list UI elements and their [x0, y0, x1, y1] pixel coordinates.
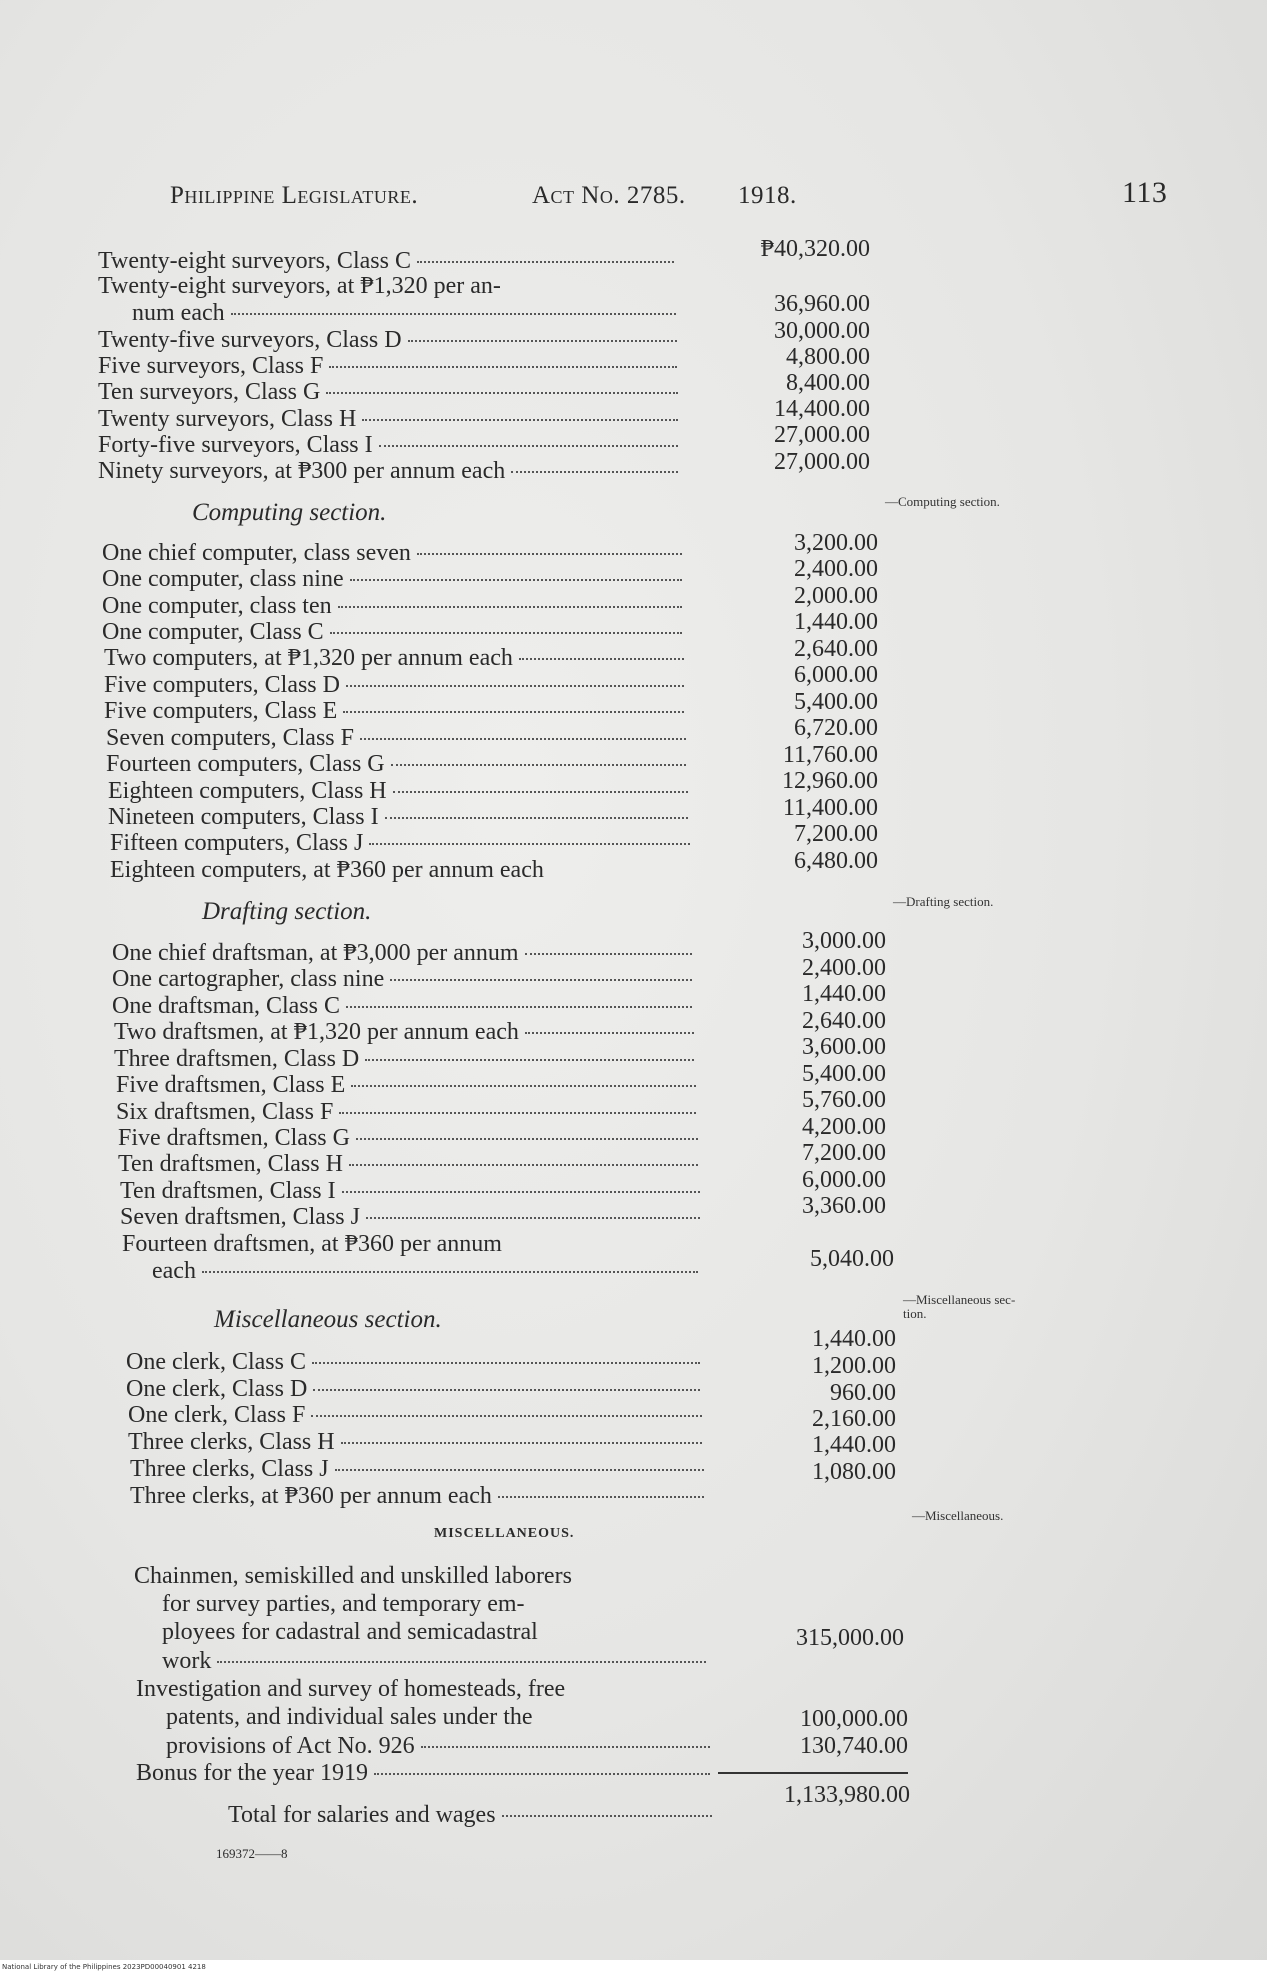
margin-note: —Miscellaneous. — [912, 1508, 1004, 1523]
amount: 3,000.00 — [802, 928, 886, 954]
list-item: Eighteen computers, at ₱360 per annum each — [110, 857, 544, 883]
list-item: Five surveyors, Class F — [98, 353, 683, 381]
amount: 2,400.00 — [802, 955, 886, 981]
list-item: Fourteen computers, Class G — [106, 751, 692, 779]
amount: 27,000.00 — [774, 449, 870, 475]
amount: 11,400.00 — [782, 795, 878, 821]
amount: 36,960.00 — [774, 291, 870, 317]
amount: 2,640.00 — [794, 636, 878, 662]
list-item: One clerk, Class F — [128, 1402, 708, 1430]
running-head-act: Act No. 2785. — [532, 182, 686, 209]
list-item: Seven computers, Class F — [106, 725, 692, 753]
item-line: provisions of Act No. 926 — [166, 1733, 716, 1761]
list-item: Three clerks, Class J — [130, 1456, 710, 1484]
amount: 3,600.00 — [802, 1034, 886, 1060]
amount: 1,440.00 — [794, 609, 878, 635]
section-heading: Miscellaneous section. — [214, 1306, 442, 1333]
list-item-continuation: num each — [132, 300, 682, 328]
amount: 6,000.00 — [794, 662, 878, 688]
list-item: Ten draftsmen, Class I — [120, 1178, 706, 1206]
margin-note: tion. — [903, 1306, 927, 1321]
item-line: for survey parties, and temporary em- — [162, 1591, 525, 1617]
amount: 27,000.00 — [774, 422, 870, 448]
list-item: One chief draftsman, at ₱3,000 per annum — [112, 940, 698, 968]
list-item: Ten draftsmen, Class H — [118, 1151, 704, 1179]
section-heading: Drafting section. — [202, 898, 372, 925]
amount: 2,000.00 — [794, 583, 878, 609]
list-item: Two draftsmen, at ₱1,320 per annum each — [114, 1019, 700, 1047]
amount: 30,000.00 — [774, 318, 870, 344]
amount: 6,000.00 — [802, 1167, 886, 1193]
list-item: Three clerks, at ₱360 per annum each — [130, 1483, 710, 1511]
list-item: One clerk, Class D — [126, 1376, 706, 1404]
list-item: Three clerks, Class H — [128, 1429, 708, 1457]
amount: 7,200.00 — [794, 821, 878, 847]
item-line: Chainmen, semiskilled and unskilled laborers — [134, 1563, 572, 1589]
amount: 5,400.00 — [794, 689, 878, 715]
amount: 1,440.00 — [802, 981, 886, 1007]
list-item: Twenty surveyors, Class H — [98, 406, 684, 434]
amount: 3,360.00 — [802, 1193, 886, 1219]
item-line: Investigation and survey of homesteads, free — [136, 1676, 566, 1702]
list-item: Two computers, at ₱1,320 per annum each — [104, 645, 690, 673]
list-item: One chief computer, class seven — [102, 540, 688, 568]
section-heading: Computing section. — [192, 499, 387, 526]
list-item: Seven draftsmen, Class J — [120, 1204, 706, 1232]
list-item: One computer, class nine — [102, 566, 688, 594]
list-item: One clerk, Class C — [126, 1349, 706, 1377]
list-item: Five computers, Class D — [104, 672, 690, 700]
list-item: Fourteen draftsmen, at ₱360 per annum — [122, 1231, 502, 1257]
item-line: ployees for cadastral and semicadastral — [162, 1619, 538, 1645]
list-item: Twenty-eight surveyors, at ₱1,320 per an- — [98, 273, 501, 299]
amount: 5,400.00 — [802, 1061, 886, 1087]
list-item: Five draftsmen, Class E — [116, 1072, 702, 1100]
list-item: Bonus for the year 1919 — [136, 1760, 716, 1788]
amount: 8,400.00 — [786, 370, 870, 396]
amount: ₱40,320.00 — [760, 236, 870, 262]
list-item: Three draftsmen, Class D — [114, 1046, 700, 1074]
list-item: Eighteen computers, Class H — [108, 778, 694, 806]
total-amount: 1,133,980.00 — [784, 1782, 910, 1808]
list-item: One computer, Class C — [102, 619, 688, 647]
total-row: Total for salaries and wages — [228, 1802, 718, 1830]
list-item: Six draftsmen, Class F — [116, 1099, 702, 1127]
list-item: Twenty-five surveyors, Class D — [98, 327, 683, 355]
amount: 5,760.00 — [802, 1087, 886, 1113]
list-item: Five computers, Class E — [104, 698, 690, 726]
amount: 5,040.00 — [810, 1246, 894, 1272]
list-item: Ninety surveyors, at ₱300 per annum each — [98, 458, 684, 486]
margin-note: —Computing section. — [885, 494, 1000, 509]
margin-note: —Drafting section. — [893, 894, 994, 909]
amount: 315,000.00 — [796, 1625, 904, 1651]
amount: 1,200.00 — [812, 1353, 896, 1379]
amount: 12,960.00 — [782, 768, 878, 794]
amount: 4,800.00 — [786, 344, 870, 370]
running-head-year: 1918. — [738, 182, 797, 209]
list-item: One computer, class ten — [102, 593, 688, 621]
list-item: Forty-five surveyors, Class I — [98, 432, 684, 460]
section-heading: MISCELLANEOUS. — [434, 1526, 575, 1541]
amount: 2,160.00 — [812, 1406, 896, 1432]
amount: 1,080.00 — [812, 1459, 896, 1485]
amount: 4,200.00 — [802, 1114, 886, 1140]
scan-strip: National Library of the Philippines 2023PD00040901 4218 — [0, 1960, 1267, 1975]
amount: 1,440.00 — [812, 1432, 896, 1458]
total-rule — [718, 1772, 908, 1774]
amount: 2,640.00 — [802, 1008, 886, 1034]
amount: 2,400.00 — [794, 556, 878, 582]
amount: 7,200.00 — [802, 1140, 886, 1166]
amount: 130,740.00 — [800, 1733, 908, 1759]
list-item: Nineteen computers, Class I — [108, 804, 694, 832]
running-head — [170, 176, 1170, 222]
amount: 6,480.00 — [794, 848, 878, 874]
margin-note: —Miscellaneous sec- — [903, 1292, 1016, 1307]
amount: 100,000.00 — [800, 1706, 908, 1732]
item-line: patents, and individual sales under the — [166, 1704, 533, 1730]
page-number: 113 — [1122, 176, 1168, 209]
list-item: One draftsman, Class C — [112, 993, 698, 1021]
footer-code: 169372——8 — [216, 1846, 288, 1861]
amount: 14,400.00 — [774, 396, 870, 422]
running-head-title: Philippine Legislature. — [170, 182, 419, 209]
list-item-continuation: each — [152, 1258, 704, 1286]
amount: 1,440.00 — [812, 1326, 896, 1352]
list-item: Five draftsmen, Class G — [118, 1125, 704, 1153]
amount: 6,720.00 — [794, 715, 878, 741]
list-item: Ten surveyors, Class G — [98, 379, 684, 407]
list-item: Fifteen computers, Class J — [110, 830, 696, 858]
list-item: Twenty-eight surveyors, Class C — [98, 248, 680, 276]
amount: 960.00 — [830, 1380, 896, 1406]
item-line: work — [162, 1648, 712, 1676]
amount: 11,760.00 — [782, 742, 878, 768]
list-item: One cartographer, class nine — [112, 966, 698, 994]
amount: 3,200.00 — [794, 530, 878, 556]
